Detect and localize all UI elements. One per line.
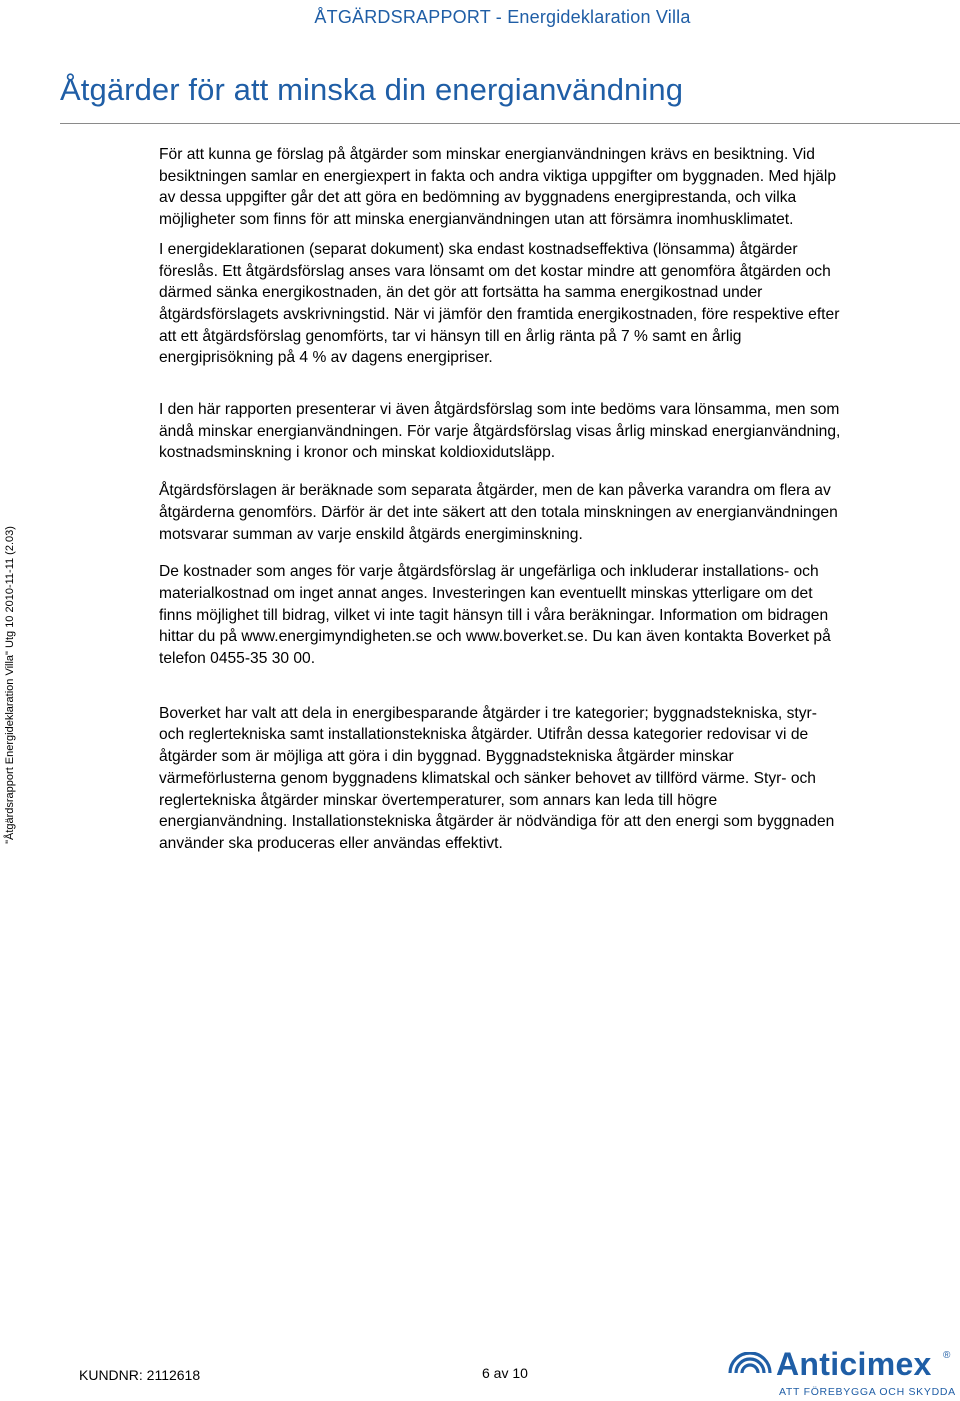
report-header-title: ÅTGÄRDSRAPPORT - Energideklaration Villa (314, 7, 691, 27)
paragraph-inspection: För att kunna ge förslag på åtgärder som minskar energianvändningen krävs en besiktning. Vid besiktningen samlar en energiexpert in fakta och andra viktiga uppgifter om byggnaden. Med hjälp av dessa uppgifter går det att göra en bedömning av byggnadens energiprestanda, och vilka möjligheter som finns för att minska energianvändningen utan att försämra inomhusklimatet. (159, 146, 837, 229)
logo-tagline: ATT FÖREBYGGA OCH SKYDDA (779, 1386, 956, 1398)
paragraph-cost-effective: I energideklarationen (separat dokument) ska endast kostnadseffektiva (lönsamma) åtgärder föreslås. Ett åtgärdsförslag anses vara lönsamt om det kostar mindre att genomföra åtgärden och därmed sänka energikostnaden, än det gör att fortsätta ha samma energikostnad under åtgärdsförslagets avskrivningstid. När vi jämför den framtida energikostnaden, före respektive efter att ett åtgärdsförslag genomförts, tar vi hänsyn till en årlig ränta på 7 % samt en årlig energiprisökning på 4 % av dagens energipriser. (159, 240, 840, 367)
logo-wordmark: Anticimex (776, 1346, 932, 1382)
side-margin-label: "Åtgärdsrapport Energideklaration Villa" Utg 10 2010-11-11 (2.03) (4, 526, 16, 844)
page-indicator: 6 av 10 (482, 1365, 528, 1381)
heading-divider (60, 123, 960, 124)
anticimex-logo-mark-icon (727, 1352, 773, 1376)
logo-registered-mark: ® (943, 1350, 951, 1361)
paragraph-costs: De kostnader som anges för varje åtgärdsförslag är ungefärliga och inkluderar installations- och materialkostnad om inget annat anges. Investeringen kan eventuellt minskas ytterligare om det finns möjlighet till bidrag, vilket vi inte tagit hänsyn till i våra beräkningar. Information om bidragen hittar du på www.energimyndigheten.se och www.boverket.se. Du kan även kontakta Boverket på telefon 0455-35 30 00. (159, 563, 831, 668)
page-title: Åtgärder för att minska din energianvändning (60, 72, 684, 107)
customer-number: KUNDNR: 2112618 (79, 1367, 201, 1383)
paragraph-unprofitable-measures: I den här rapporten presenterar vi även åtgärdsförslag som inte bedöms vara lönsamma, men som ändå minskar energianvändningen. För varje åtgärdsförslag visas årlig minskad energianvändning, kostnadsminskning i kronor och minskat koldioxidutsläpp. (159, 401, 841, 462)
paragraph-categories: Boverket har valt att dela in energibesparande åtgärder i tre kategorier; byggnadstekniska, styr- och reglertekniska samt installationstekniska åtgärder. Utifrån dessa kategorier redovisar vi de åtgärder som är möjliga att göra i din byggnad. Byggnadstekniska åtgärder minskar värmeförlusterna genom byggnadens klimatskal och sänker behovet av tillförd värme. Styr- och reglertekniska åtgärder minskar övertemperaturer, som annars kan leda till högre energianvändning. Installationstekniska åtgärder är nödvändiga för att den energi som byggnaden använder ska produceras eller användas effektivt. (159, 704, 835, 852)
body-text (159, 144, 949, 855)
anticimex-logo (727, 1346, 959, 1400)
paragraph-separate-measures: Åtgärdsförslagen är beräknade som separata åtgärder, men de kan påverka varandra om flera av åtgärderna genomförs. Därför är det inte säkert att den totala minskningen av energianvändningen motsvarar summan av varje enskild åtgärds energiminskning. (159, 482, 838, 543)
